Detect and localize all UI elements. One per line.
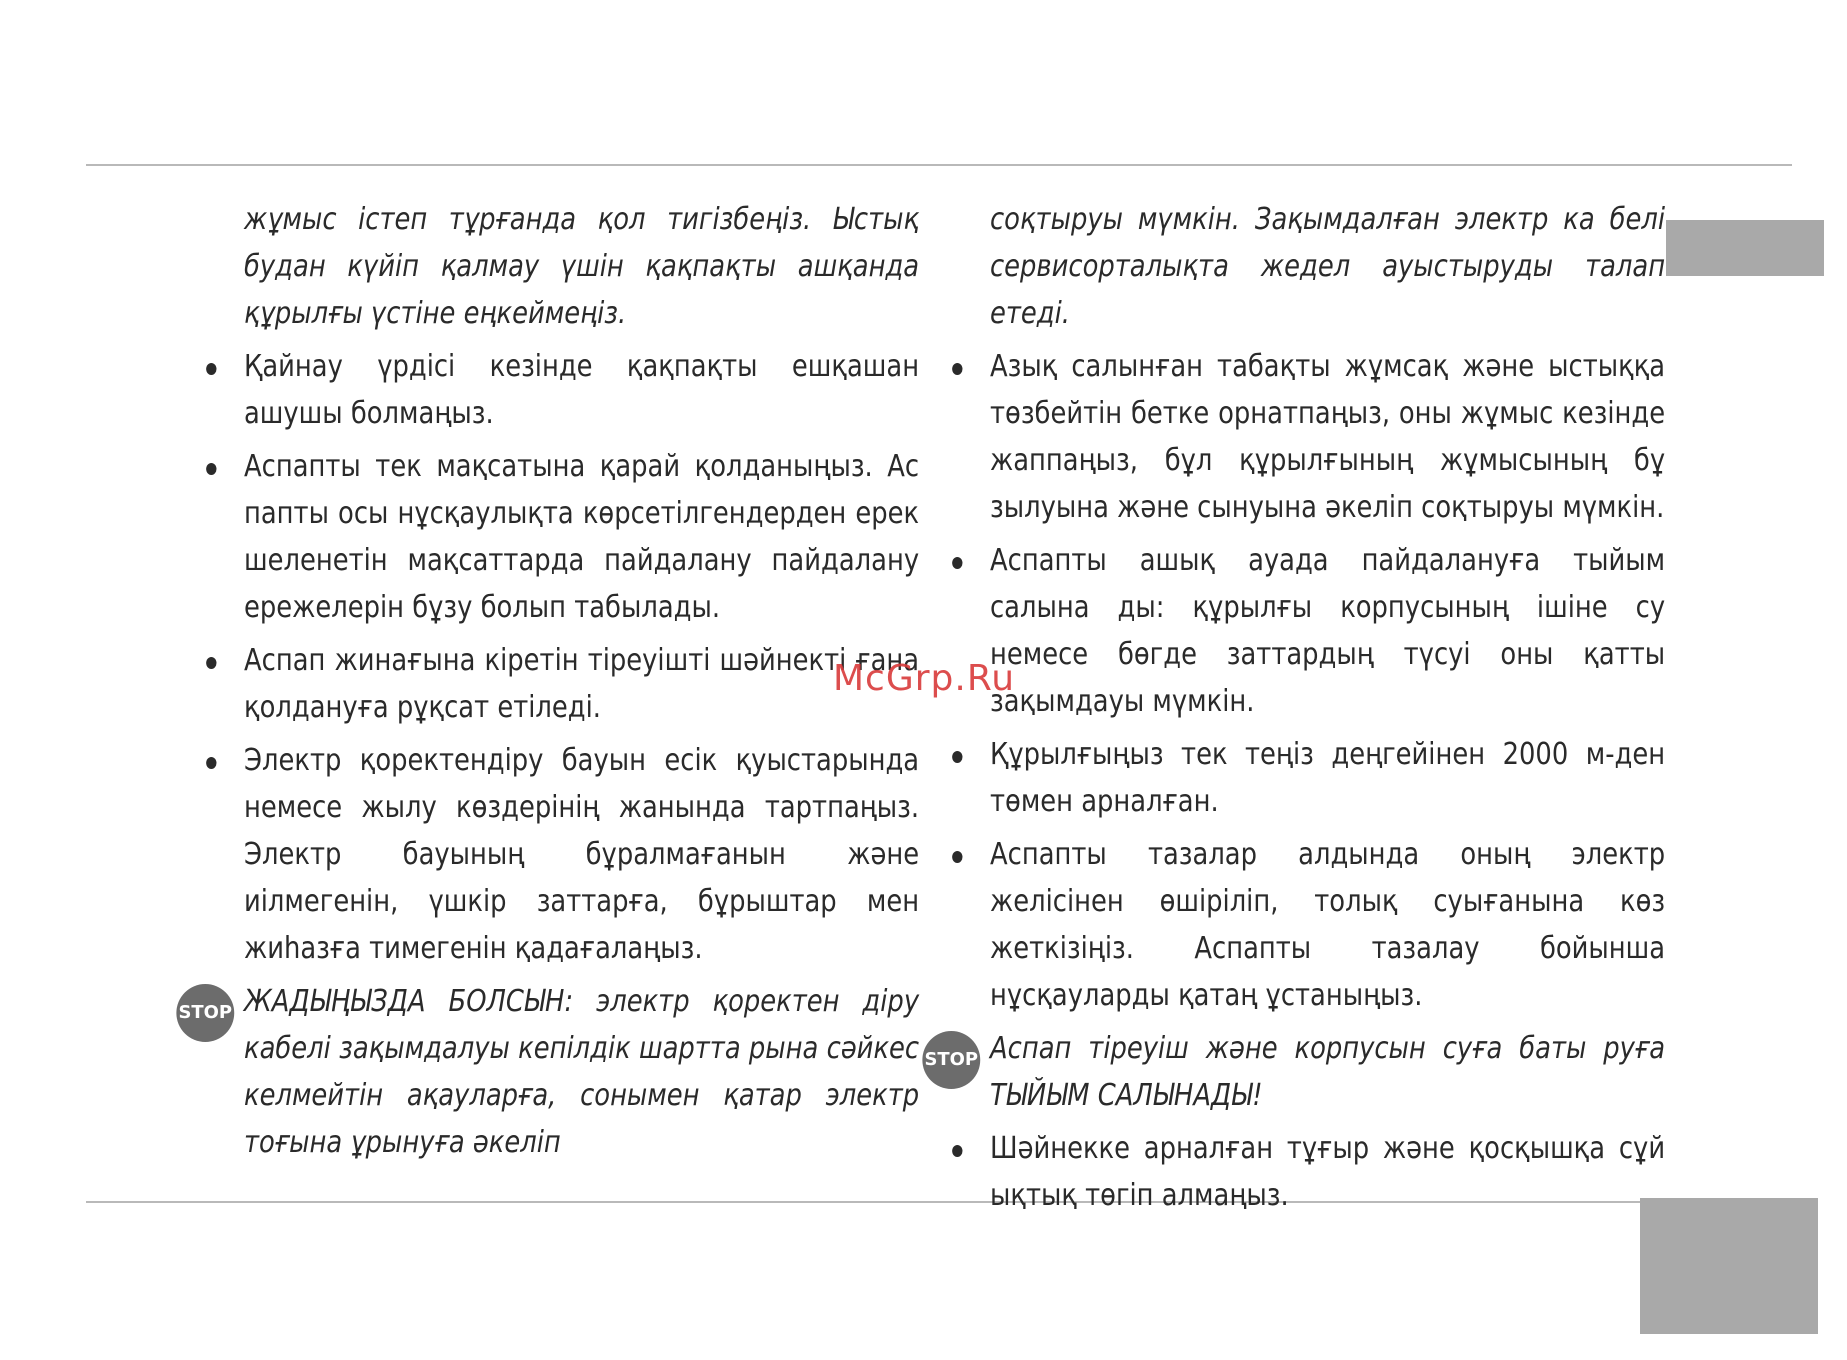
page-number-box bbox=[1640, 1198, 1818, 1334]
warning-heading: ЖАДЫҢЫЗДА БОЛСЫН: bbox=[244, 984, 574, 1019]
top-divider bbox=[86, 164, 1792, 166]
warning-paragraph bbox=[178, 978, 920, 1166]
watermark-text: McGrp.Ru bbox=[833, 658, 1016, 699]
warning-paragraph bbox=[924, 1025, 1666, 1119]
section-tab-marker bbox=[1666, 220, 1824, 276]
bullet-item: Аспапты тек мақсатына қарай қолданыңыз. Ас папты осы нұсқаулықта көрсетілгендерден ерек шеленетін мақсаттарда пайдалану пайдалану ережелерін бұзу болып табылады. bbox=[244, 443, 919, 631]
bullet-item: Азық салынған табақты жұмсақ және ыстыққа төзбейтін бетке орнатпаңыз, оны жұмыс кезінде жаппаңыз, бұл құрылғының жұмысының бұ зылуына және сынуына әкеліп соқтыруы мүмкін. bbox=[990, 343, 1665, 531]
left-column bbox=[178, 196, 920, 1172]
continued-paragraph: жұмыс істеп тұрғанда қол тигізбеңіз. Ыстық будан күйіп қалмау үшін қақпақты ашқанда құрылғы үстіне еңкеймеңіз. bbox=[244, 202, 920, 331]
bullet-item: Аспапты ашық ауада пайдалануға тыйым салына ды: құрылғы корпусының ішіне су немесе бөгде заттардың түсуі оны қатты зақымдауы мүмкін. bbox=[990, 537, 1665, 725]
stop-icon: STOP bbox=[922, 1031, 980, 1089]
continued-paragraph: соқтыруы мүмкін. Зақымдалған электр ка белі сервисорталықта жедел ауыстыруды талап етеді. bbox=[990, 202, 1666, 331]
bullet-item: Қайнау үрдісі кезінде қақпақты ешқашан ашушы болмаңыз. bbox=[244, 343, 919, 437]
bullet-item: Құрылғыңыз тек теңіз деңгейінен 2000 м-ден төмен арналған. bbox=[990, 731, 1665, 825]
bullet-item: Аспап жинағына кіретін тіреуішті шәйнекті ғана қолдануға рұқсат етіледі. bbox=[244, 637, 919, 731]
warning-text: Аспап тіреуіш және корпусын суға баты руға ТЫЙЫМ САЛЫНАДЫ! bbox=[990, 1031, 1666, 1113]
stop-icon: STOP bbox=[176, 984, 234, 1042]
warning-text: электр қоректен діру кабелі зақымдалуы кепілдік шартта рына сәйкес келмейтін ақауларға, сонымен қатар электр тоғына ұрынуға әкеліп bbox=[244, 984, 920, 1160]
bullet-item: Шәйнекке арналған тұғыр және қосқышқа сұй ықтық төгіп алмаңыз. bbox=[990, 1125, 1665, 1219]
bullet-item: Электр қоректендіру бауын есік қуыстарында немесе жылу көздерінің жанында тартпаңыз. Электр бауының бұралмағанын және иілмегенін, үшкір заттарға, бұрыштар мен жиһазға тимегенін қадағалаңыз. bbox=[244, 737, 919, 972]
bullet-item: Аспапты тазалар алдында оның электр желісінен өшіріліп, толық суығанына көз жеткізіңіз. Аспапты тазалау бойынша нұсқауларды қатаң ұстаныңыз. bbox=[990, 831, 1665, 1019]
